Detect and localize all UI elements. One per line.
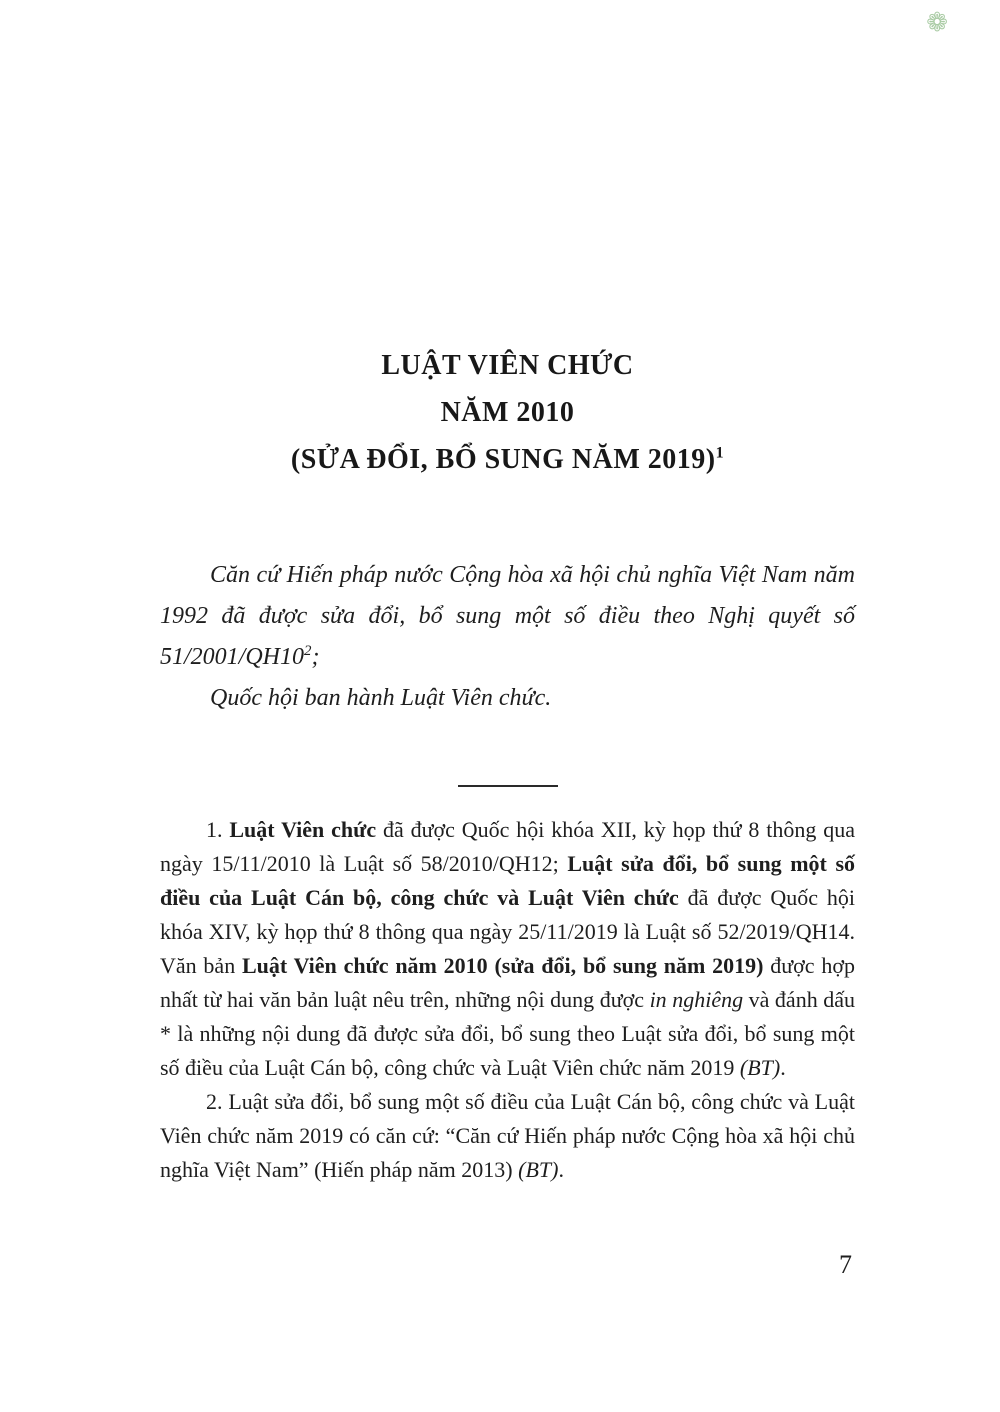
text-run: đã được Quốc hội khóa XIV, kỳ họp thứ 8 thông qua ngày 25/11/2019 là Luật số 52/2019/QH14. Văn bản (160, 885, 855, 978)
text-run: đã được Quốc hội khóa XII, kỳ họp thứ 8 thông qua ngày 15/11/2010 là Luật số 58/2010/QH12; (160, 817, 856, 876)
text-run: Luật sửa đổi, bổ sung một số điều của Luật Cán bộ, công chức và Luật Viên chức (160, 851, 856, 910)
title-line-2: NĂM 2010 (440, 397, 575, 428)
page-number: 7 (839, 1250, 852, 1279)
text-run: . (558, 1157, 564, 1182)
text-run: và đánh dấu * là những nội dung đã được sửa đổi, bổ sung theo Luật sửa đổi, bổ sung một số điều của Luật Cán bộ, công chức và Luật Viên chức năm 2019 (160, 987, 855, 1080)
preamble-paragraph-1 (160, 555, 855, 678)
document-title (160, 342, 855, 483)
text-run: 2 (304, 643, 312, 659)
preamble-paragraph-2: Quốc hội ban hành Luật Viên chức. (210, 685, 552, 711)
footnote-2 (160, 1085, 855, 1187)
footnote-1 (160, 813, 855, 1085)
page-content (160, 0, 855, 1187)
title-line-3-text: (SỬA ĐỔI, BỔ SUNG NĂM 2019) (290, 444, 716, 475)
text-run: Căn cứ Hiến pháp nước Cộng hòa xã hội chủ nghĩa Việt Nam năm 1992 đã được sửa đổi, bổ sung một số điều theo Nghị quyết số 51/2001/QH10 (160, 562, 855, 670)
preamble (160, 555, 855, 719)
footnote-ref-1: 1 (715, 444, 725, 462)
text-run: in nghiêng (649, 987, 744, 1012)
flower-ornament-icon: ❁ (926, 8, 948, 38)
footnote-separator (458, 785, 558, 787)
text-run: Luật Viên chức (229, 817, 377, 842)
title-line-3 (160, 436, 855, 483)
text-run: Luật Viên chức năm 2010 (sửa đổi, bổ sung năm 2019) (241, 953, 764, 978)
footnotes (160, 813, 855, 1187)
text-run: 2. Luật sửa đổi, bổ sung một số điều của Luật Cán bộ, công chức và Luật Viên chức năm 2019 có căn cứ: “Căn cứ Hiến pháp nước Cộng hòa xã hội chủ nghĩa Việt Nam” (Hiến pháp năm 2013) (160, 1089, 855, 1182)
text-run: (BT) (518, 1157, 559, 1182)
text-run: ; (311, 644, 320, 670)
text-run: . (780, 1055, 786, 1080)
text-run: 1. (206, 817, 230, 842)
text-run: được hợp nhất từ hai văn bản luật nêu trên, những nội dung được (160, 953, 855, 1012)
title-line-1: LUẬT VIÊN CHỨC (381, 350, 634, 381)
text-run: (BT) (739, 1055, 781, 1080)
